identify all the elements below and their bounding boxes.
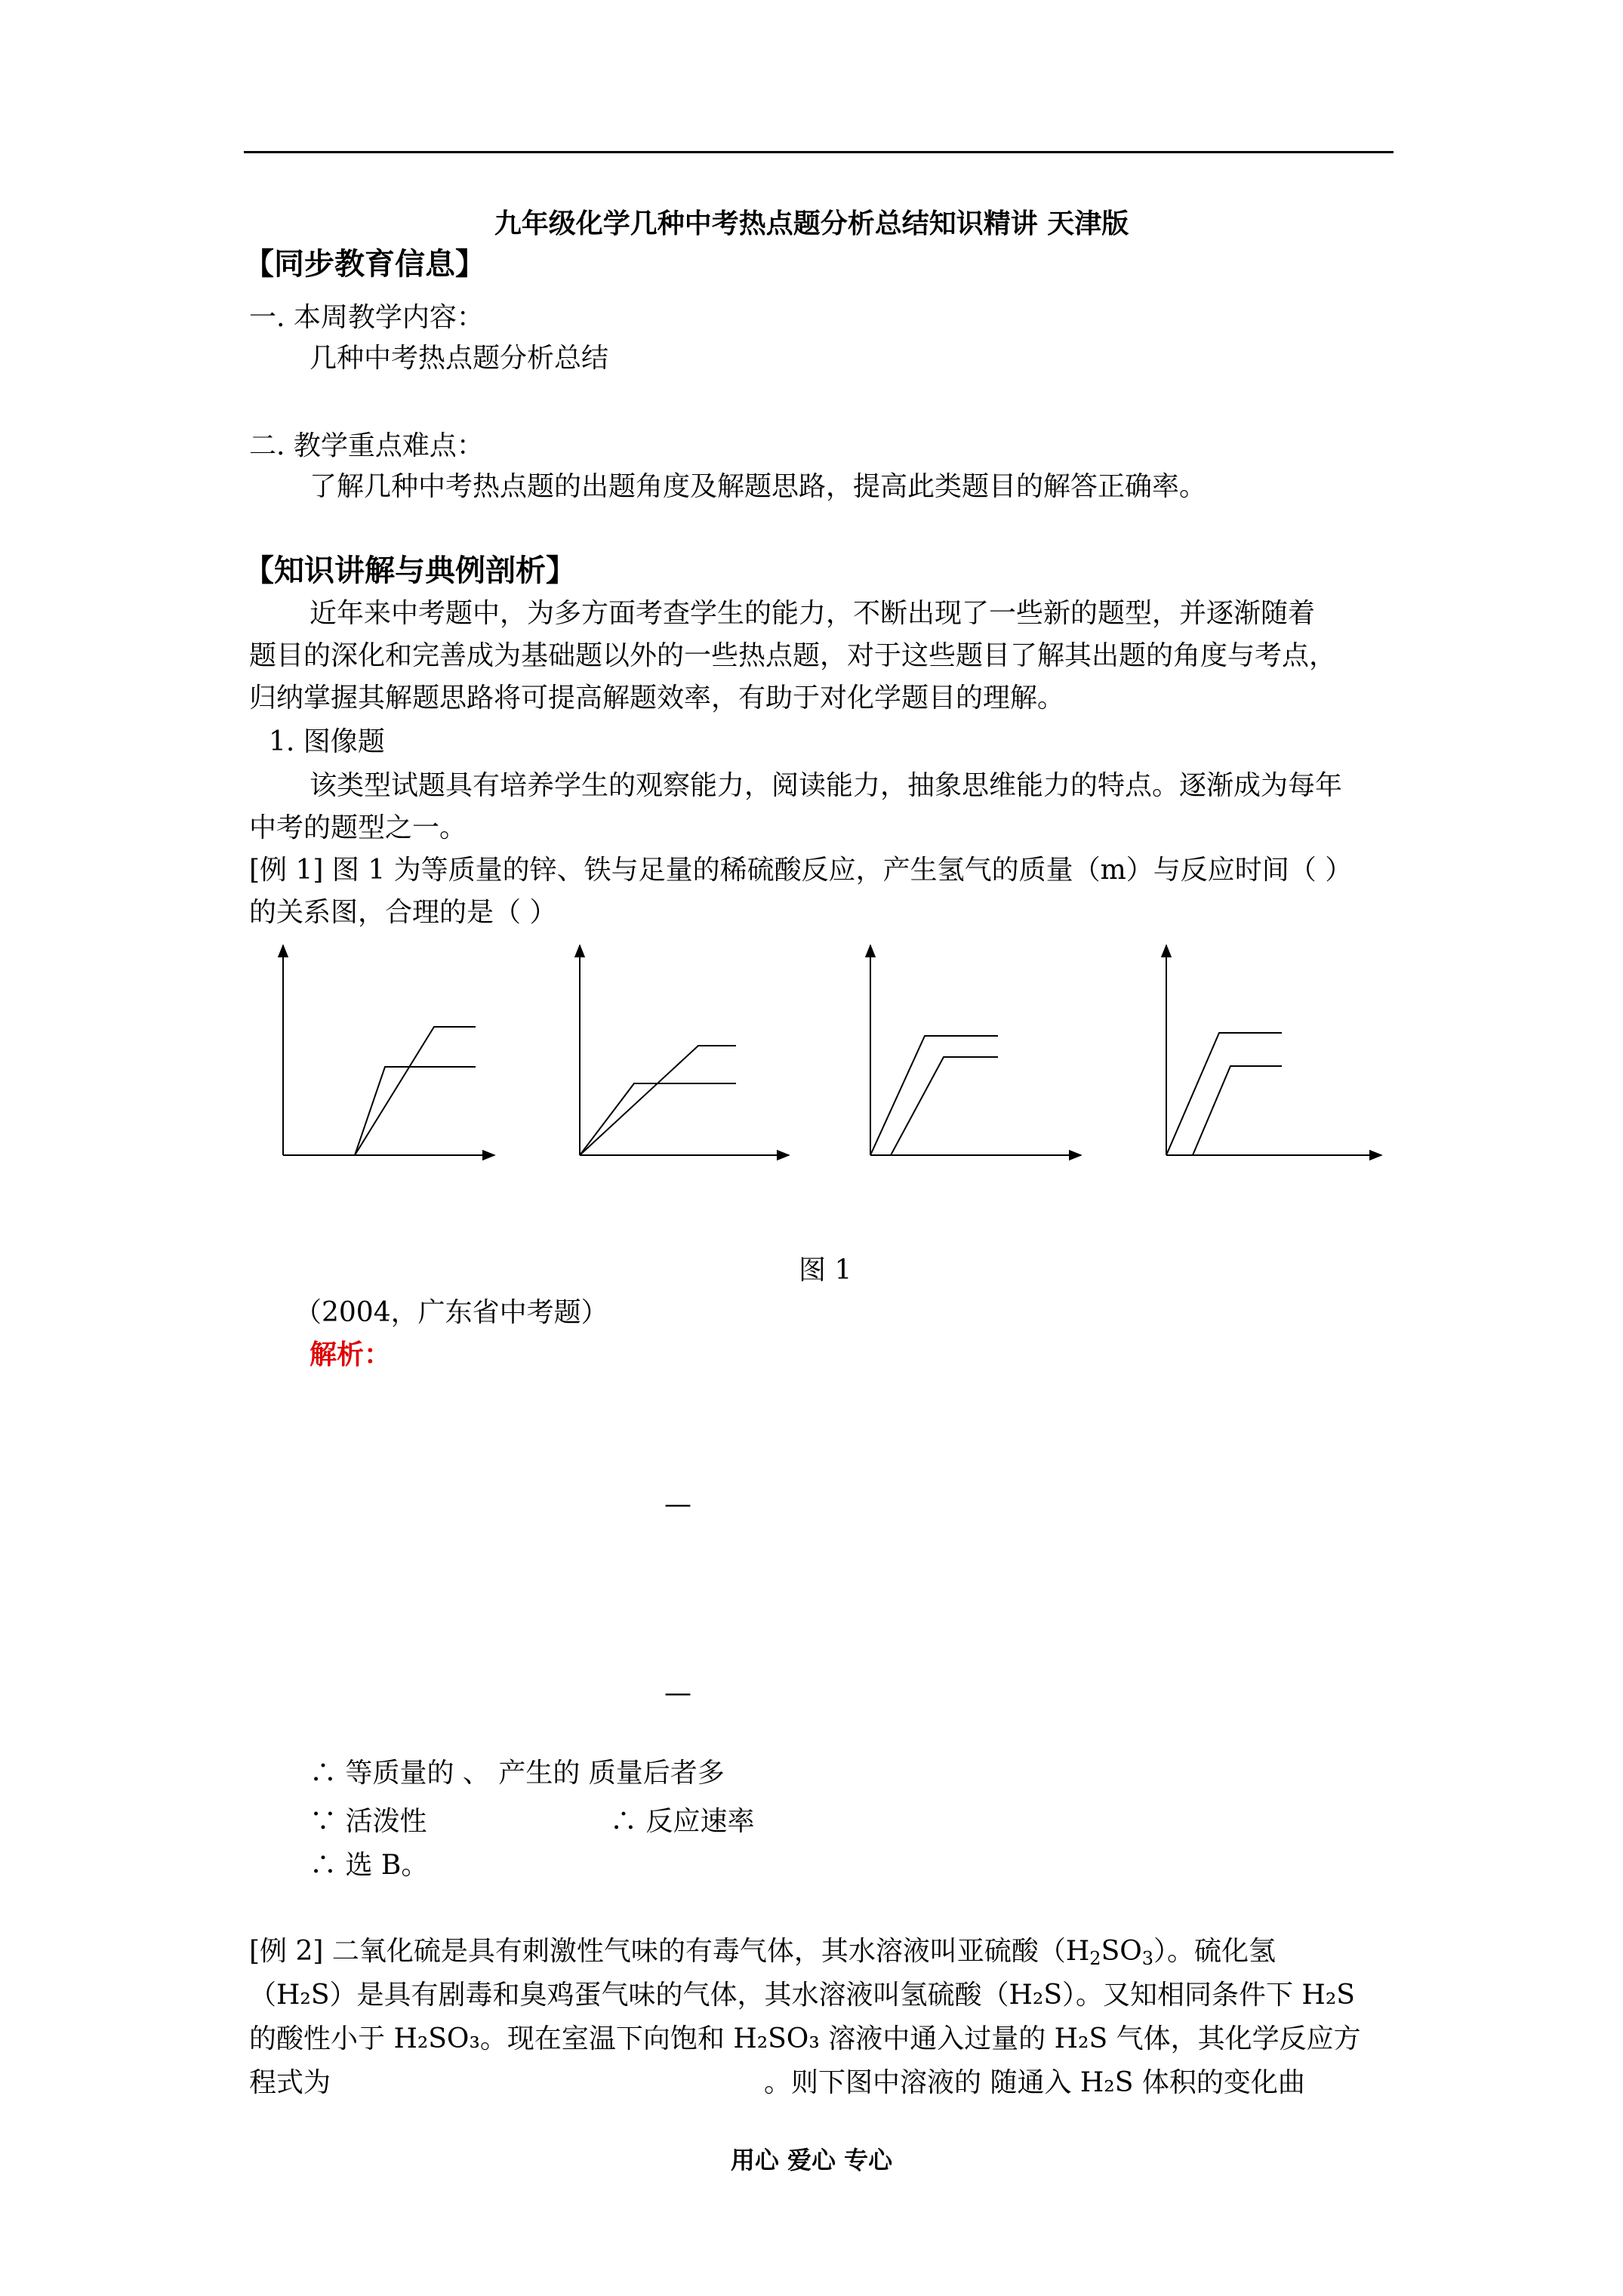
- graph-a-curve-2: [355, 1027, 476, 1155]
- conclusion-therefore-3: ∴ 选 B。: [310, 1850, 429, 1881]
- graph-d-curve-2: [1193, 1066, 1282, 1155]
- example-2-line-1: [249, 1930, 1276, 1968]
- graph-b-curve-2: [580, 1046, 736, 1155]
- item2-heading: 二. 教学重点难点：: [249, 430, 484, 461]
- item1-heading: 一. 本周教学内容：: [249, 302, 484, 333]
- graph-c-curve-1: [870, 1036, 998, 1155]
- section-knowledge: 【知识讲解与典例剖析】: [244, 553, 576, 588]
- conclusion-because: ∵ 活泼性: [310, 1806, 427, 1837]
- intro-line-2: 题目的深化和完善成为基础题以外的一些热点题，对于这些题目了解其出题的角度与考点，: [249, 640, 1337, 671]
- page-footer: 用心 爱心 专心: [730, 2146, 893, 2174]
- intro-line-1: 近年来中考题中，为多方面考查学生的能力，不断出现了一些新的题型，并逐渐随着: [310, 598, 1316, 629]
- fraction-bar-2: —: [664, 1678, 691, 1709]
- graph-a: [283, 945, 494, 1155]
- topic-1-line-1: 该类型试题具有培养学生的观察能力，阅读能力，抽象思维能力的特点。逐渐成为每年: [310, 770, 1343, 801]
- fraction-bar-1: —: [664, 1489, 691, 1520]
- graph-c-curve-2: [891, 1057, 998, 1155]
- figure-1-caption: 图 1: [799, 1255, 852, 1286]
- analysis-label: 解析：: [310, 1339, 392, 1370]
- graph-d: [1166, 945, 1381, 1155]
- conclusion-therefore-2: ∴ 反应速率: [610, 1806, 755, 1837]
- section-sync-info: 【同步教育信息】: [244, 246, 485, 282]
- example-2-line-1-end: ）。硫化氢: [1153, 1936, 1277, 1967]
- conclusion-therefore-1: ∴ 等质量的 、 产生的 质量后者多: [310, 1758, 725, 1789]
- topic-1-heading: 1. 图像题: [269, 726, 385, 757]
- item2-text: 了解几种中考热点题的出题角度及解题思路，提高此类题目的解答正确率。: [310, 471, 1207, 502]
- page-title: 九年级化学几种中考热点题分析总结知识精讲 天津版: [494, 208, 1129, 239]
- example-1-line-1: [例 1] 图 1 为等质量的锌、铁与足量的稀硫酸反应，产生氢气的质量（m）与反应时间（ ）: [249, 855, 1353, 886]
- example-2-line-4a: 程式为: [249, 2067, 331, 2098]
- example-2-line-2: （H₂S）是具有剧毒和臭鸡蛋气味的气体，其水溶液叫氢硫酸（H₂S）。又知相同条件下 H₂S: [249, 1980, 1355, 2011]
- graph-d-curve-1: [1166, 1033, 1282, 1155]
- example-1-line-2: 的关系图，合理的是（ ）: [249, 897, 557, 928]
- example-2-line-1-so: SO: [1101, 1936, 1142, 1967]
- graph-c: [870, 945, 1081, 1155]
- example-2-line-4b: 。则下图中溶液的 随通入 H₂S 体积的变化曲: [764, 2067, 1305, 2098]
- graph-b-curve-1: [580, 1083, 736, 1155]
- graph-a-curve-1: [355, 1067, 476, 1155]
- source-note: （2004，广东省中考题）: [294, 1297, 608, 1328]
- sub-3: 3: [1141, 1948, 1154, 1969]
- example-2-line-3: 的酸性小于 H₂SO₃。现在室温下向饱和 H₂SO₃ 溶液中通入过量的 H₂S 气体，其化学反应方: [249, 2023, 1361, 2054]
- item1-text: 几种中考热点题分析总结: [310, 343, 609, 374]
- example-2-line-1-text: [例 2] 二氧化硫是具有刺激性气味的有毒气体，其水溶液叫亚硫酸（H: [249, 1936, 1090, 1967]
- intro-line-3: 归纳掌握其解题思路将可提高解题效率，有助于对化学题目的理解。: [249, 683, 1065, 713]
- topic-1-line-2: 中考的题型之一。: [249, 812, 467, 843]
- graph-b: [580, 945, 789, 1155]
- sub-2: 2: [1089, 1948, 1101, 1969]
